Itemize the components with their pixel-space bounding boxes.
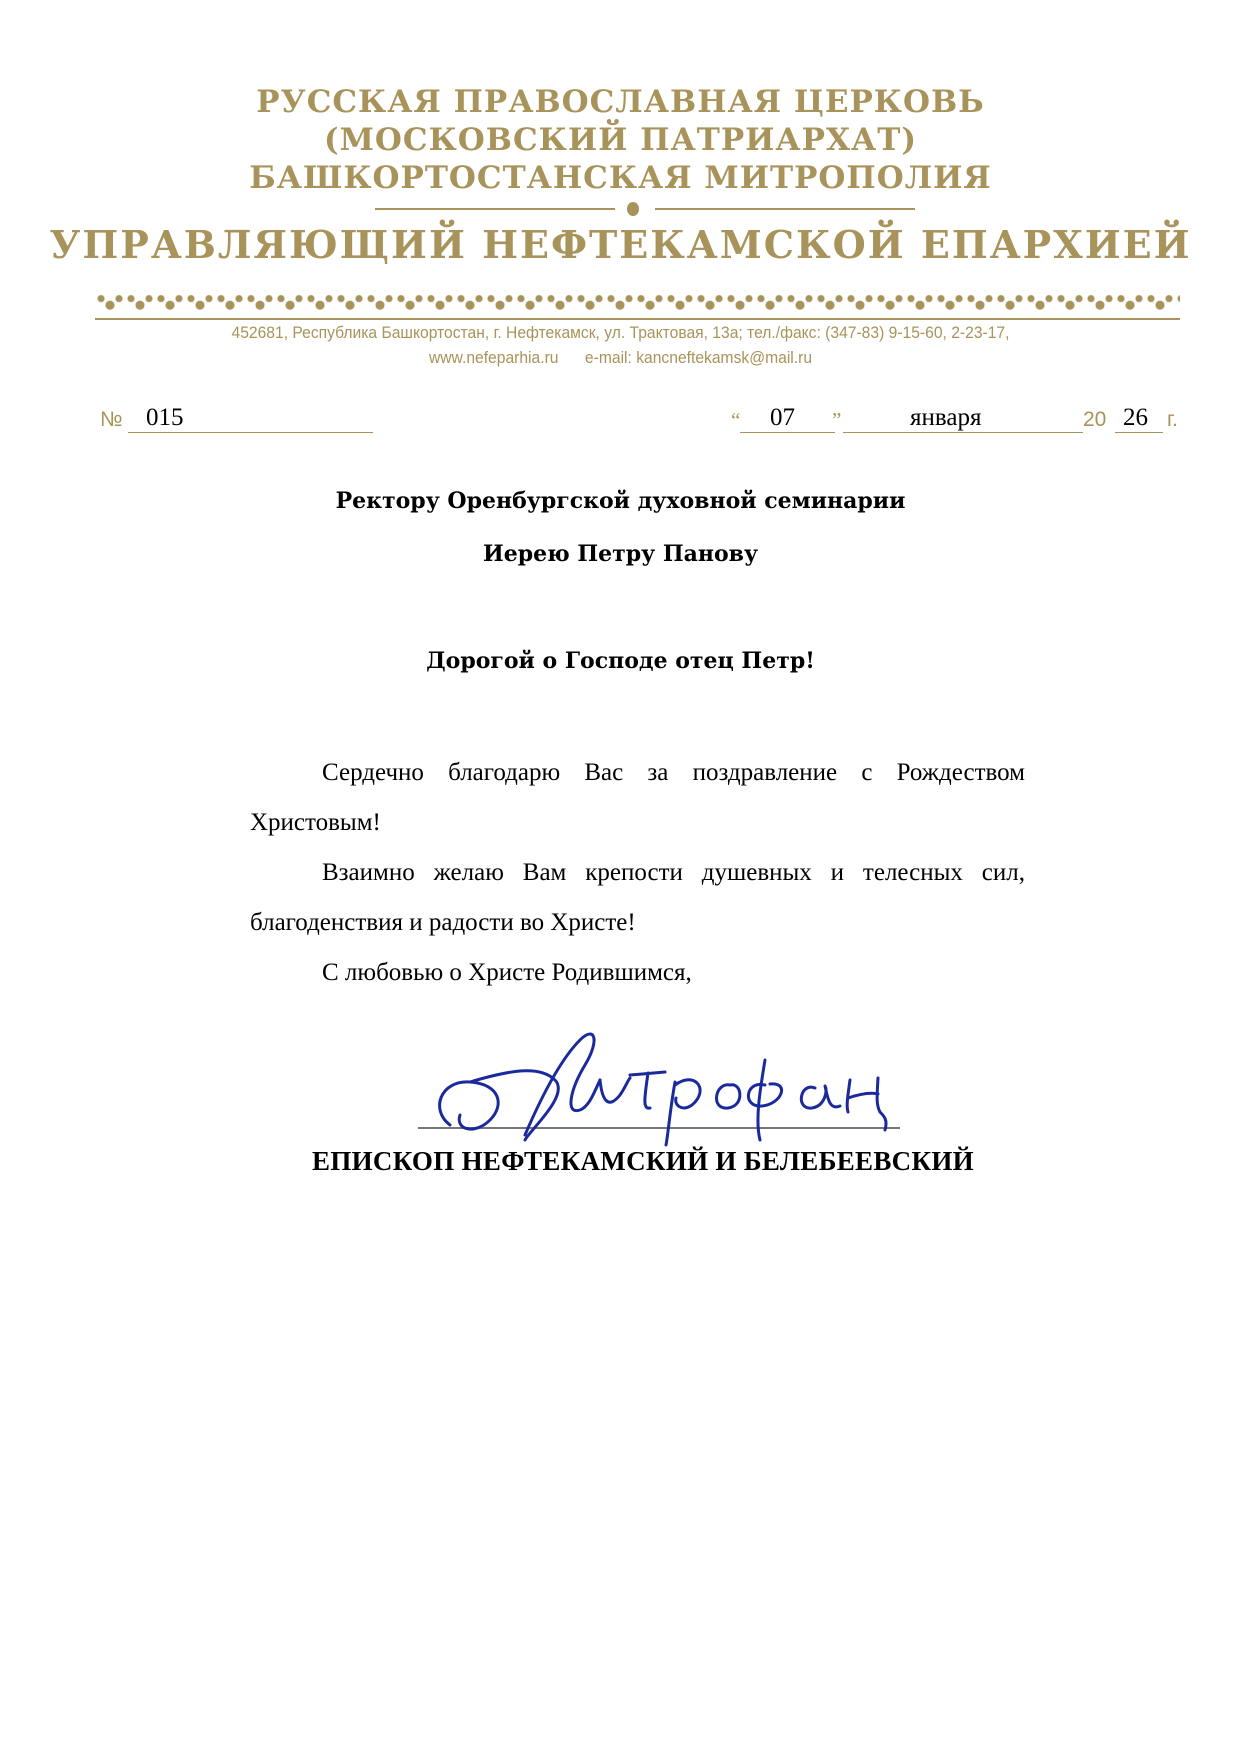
letterhead-website[interactable]: www.nefeparhia.ru <box>428 348 559 367</box>
divider-dot-icon <box>627 202 639 216</box>
letterhead-diocese-administrator: УПРАВЛЯЮЩИЙ НЕФТЕКАМСКОЙ ЕПАРХИЕЙ <box>49 222 1192 267</box>
body-paragraph: Взаимно желаю Вам крепости душевных и телесных сил, благоденствия и радости во Христе! <box>250 859 1025 936</box>
body-paragraph: Сердечно благодарю Вас за поздравление с Рождеством Христовым! <box>250 759 1025 836</box>
letterhead-divider-right <box>655 208 915 210</box>
letterhead-address: 452681, Республика Башкортостан, г. Нефтекамск, ул. Трактовая, 13а; тел./факс: (347-83) 9-15-60, 2-23-17, <box>231 323 1010 342</box>
recipient-position: Ректору Оренбургской духовной семинарии <box>335 488 906 514</box>
letterhead-contacts <box>50 348 1192 368</box>
day-underline <box>740 432 835 433</box>
open-quote: “ <box>731 408 741 432</box>
letter-body <box>250 748 1025 998</box>
body-paragraph: С любовью о Христе Родившимся, <box>322 959 692 986</box>
document-number: 015 <box>146 404 184 431</box>
letterhead-email[interactable]: e-mail: kancneftekamsk@mail.ru <box>584 348 813 367</box>
recipient-name: Иерею Петру Панову <box>482 541 759 567</box>
signer-title: ЕПИСКОП НЕФТЕКАМСКИЙ И БЕЛЕБЕЕВСКИЙ <box>312 1146 974 1176</box>
letterhead-metropolis: БАШКОРТОСТАНСКАЯ МИТРОПОЛИЯ <box>249 160 992 196</box>
letterhead-divider-left <box>375 208 615 210</box>
close-quote: ” <box>832 408 842 432</box>
number-label: № <box>100 408 123 431</box>
handwritten-signature-icon <box>430 1020 950 1150</box>
date-month: января <box>910 404 982 431</box>
date-year: 26 <box>1123 404 1148 431</box>
number-underline <box>128 432 373 433</box>
ornament-border-icon <box>95 292 1180 314</box>
letterhead-patriarchate: (МОСКОВСКИЙ ПАТРИАРХАТ) <box>323 122 918 158</box>
greeting: Дорогой о Господе отец Петр! <box>426 648 815 674</box>
year-prefix: 20 <box>1083 408 1107 431</box>
date-day: 07 <box>770 404 795 431</box>
month-underline <box>843 432 1083 433</box>
ornament-rule <box>95 318 1180 320</box>
letterhead-church: РУССКАЯ ПРАВОСЛАВНАЯ ЦЕРКОВЬ <box>256 84 985 120</box>
year-label: г. <box>1167 408 1178 431</box>
year-underline <box>1115 432 1163 433</box>
